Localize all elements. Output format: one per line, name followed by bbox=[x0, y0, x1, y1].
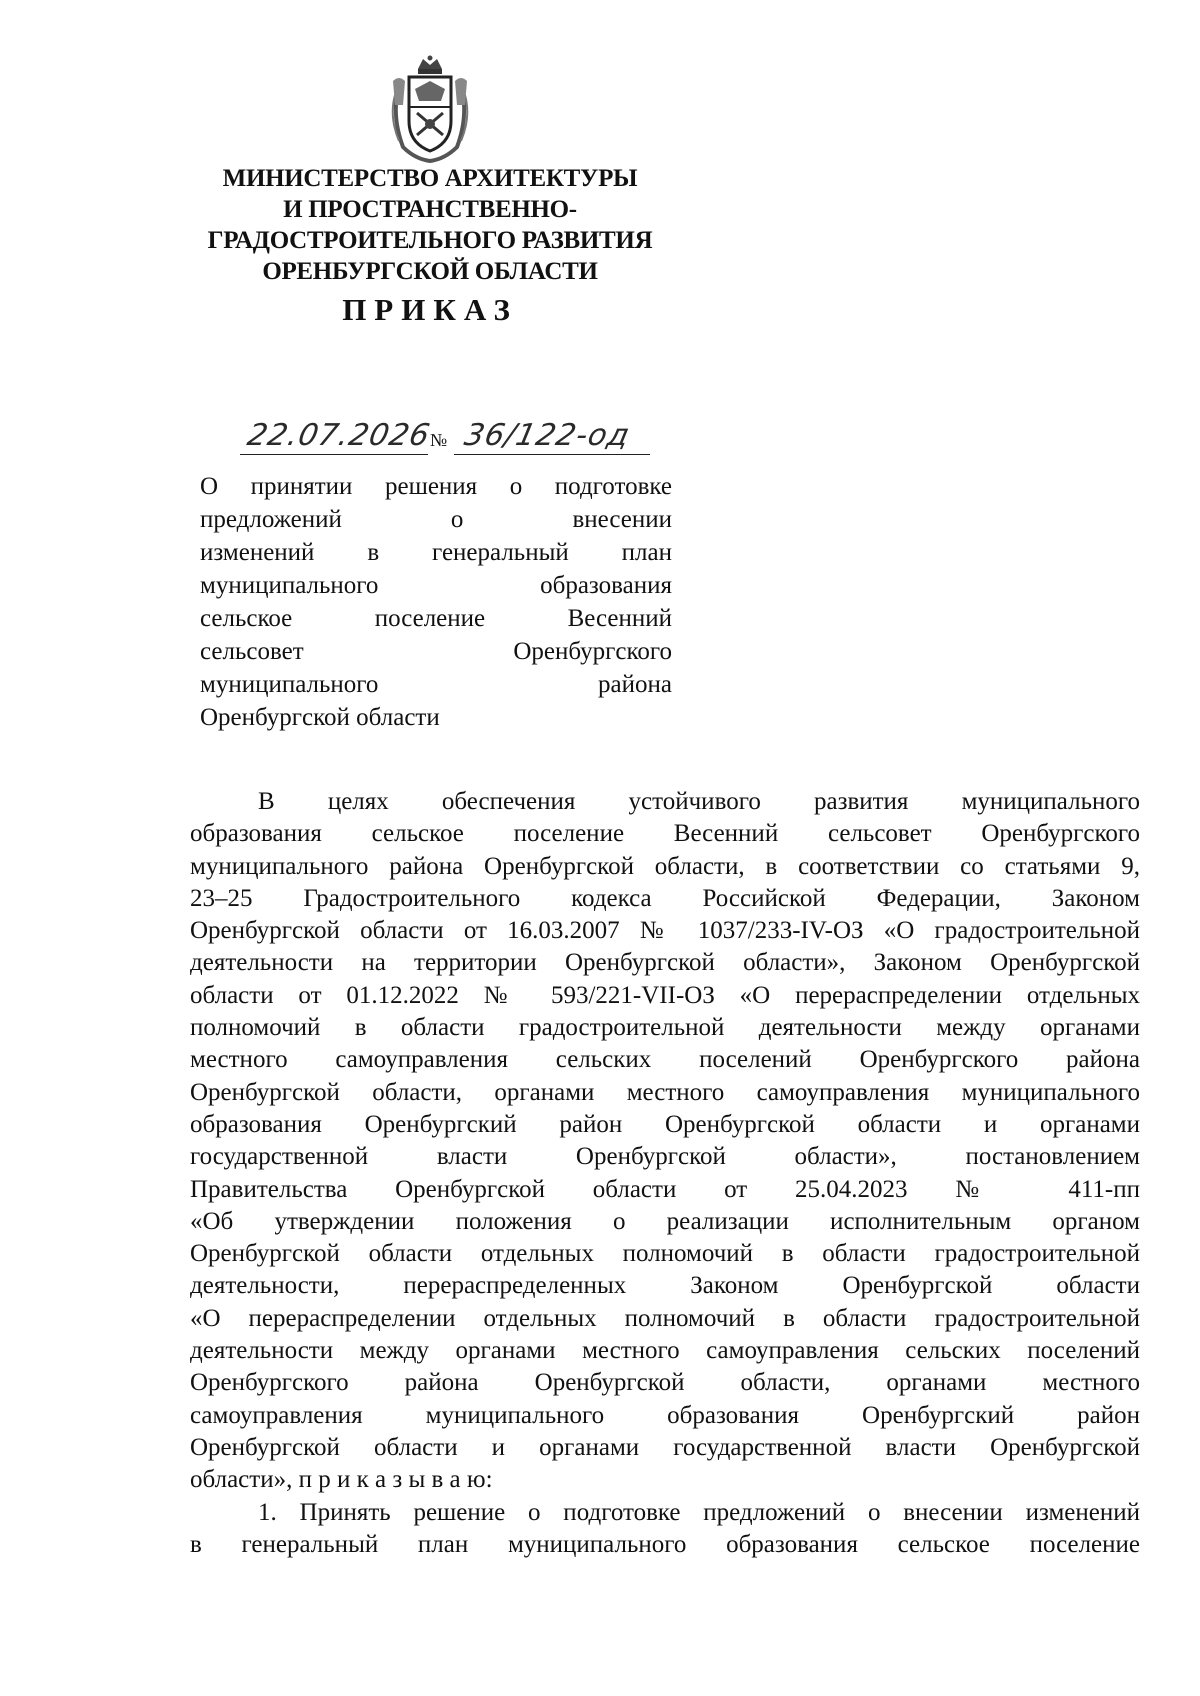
date-underline bbox=[240, 454, 428, 455]
subject-line: предложений о внесении bbox=[200, 506, 672, 533]
body-line: В целях обеспечения устойчивого развития муниципального bbox=[258, 788, 1140, 815]
body-line: области», п р и к а з ы в а ю: bbox=[190, 1466, 493, 1494]
document-type-title: ПРИКАЗ bbox=[342, 292, 518, 327]
body-line: самоуправления муниципального образования Оренбургский район bbox=[190, 1401, 1140, 1429]
body-line: в генеральный план муниципального образования сельское поселение bbox=[190, 1530, 1140, 1558]
coat-of-arms-emblem bbox=[385, 55, 475, 163]
body-line: 23–25 Градостроительного кодекса Российской Федерации, Законом bbox=[190, 884, 1140, 912]
registration-line bbox=[240, 416, 660, 456]
ministry-line: МИНИСТЕРСТВО АРХИТЕКТУРЫ bbox=[222, 165, 638, 192]
body-line: «Об утверждении положения о реализации исполнительным органом bbox=[190, 1207, 1140, 1235]
body-line: полномочий в области градостроительной деятельности между органами bbox=[190, 1014, 1140, 1042]
body-line: 1. Принять решение о подготовке предложений о внесении изменений bbox=[258, 1498, 1140, 1526]
body-line: муниципального района Оренбургской области, в соответствии со статьями 9, bbox=[190, 852, 1140, 880]
body-line: Правительства Оренбургской области от 25.04.2023 № 411-пп bbox=[190, 1175, 1140, 1203]
body-line: образования сельское поселение Весенний сельсовет Оренбургского bbox=[190, 820, 1140, 848]
body-line: Оренбургской области, органами местного самоуправления муниципального bbox=[190, 1078, 1140, 1106]
body-line: образования Оренбургский район Оренбургской области и органами bbox=[190, 1110, 1140, 1138]
body-line: государственной власти Оренбургской области», постановлением bbox=[190, 1143, 1140, 1171]
number-underline bbox=[454, 454, 650, 455]
subject-line: муниципального образования bbox=[200, 572, 672, 599]
ministry-line: ГРАДОСТРОИТЕЛЬНОГО РАЗВИТИЯ bbox=[207, 227, 653, 254]
body-line: Оренбургской области отдельных полномочий в области градостроительной bbox=[190, 1240, 1140, 1268]
body-line: «О перераспределении отдельных полномочий в области градостроительной bbox=[190, 1304, 1140, 1332]
subject-line: изменений в генеральный план bbox=[200, 539, 672, 566]
subject-line: сельсовет Оренбургского bbox=[200, 638, 672, 665]
subject-line: сельское поселение Весенний bbox=[200, 605, 672, 632]
subject-line: О принятии решения о подготовке bbox=[200, 473, 672, 500]
body-line: Оренбургского района Оренбургской области, органами местного bbox=[190, 1369, 1140, 1397]
order-number: 36/122-од bbox=[461, 418, 634, 453]
body-line: Оренбургской области от 16.03.2007 № 1037/233-IV-ОЗ «О градостроительной bbox=[190, 917, 1140, 945]
body-line: области от 01.12.2022 № 593/221-VII-ОЗ «О перераспределении отдельных bbox=[190, 981, 1140, 1009]
number-sign: № bbox=[430, 430, 448, 450]
subject-line: Оренбургской области bbox=[200, 704, 440, 731]
ministry-line: И ПРОСТРАНСТВЕННО- bbox=[283, 196, 577, 223]
body-line: деятельности, перераспределенных Законом Оренбургской области bbox=[190, 1272, 1140, 1300]
body-line: местного самоуправления сельских поселений Оренбургского района bbox=[190, 1046, 1140, 1074]
body-line: деятельности на территории Оренбургской области», Законом Оренбургской bbox=[190, 949, 1140, 977]
order-body bbox=[190, 786, 1140, 1561]
order-date: 22.07.2026 bbox=[244, 418, 434, 453]
subject-line: муниципального района bbox=[200, 671, 672, 698]
ministry-line: ОРЕНБУРГСКОЙ ОБЛАСТИ bbox=[262, 258, 598, 285]
body-line: деятельности между органами местного самоуправления сельских поселений bbox=[190, 1337, 1140, 1365]
ministry-name bbox=[180, 163, 680, 287]
body-line: Оренбургской области и органами государственной власти Оренбургской bbox=[190, 1433, 1140, 1461]
order-subject bbox=[200, 470, 672, 734]
